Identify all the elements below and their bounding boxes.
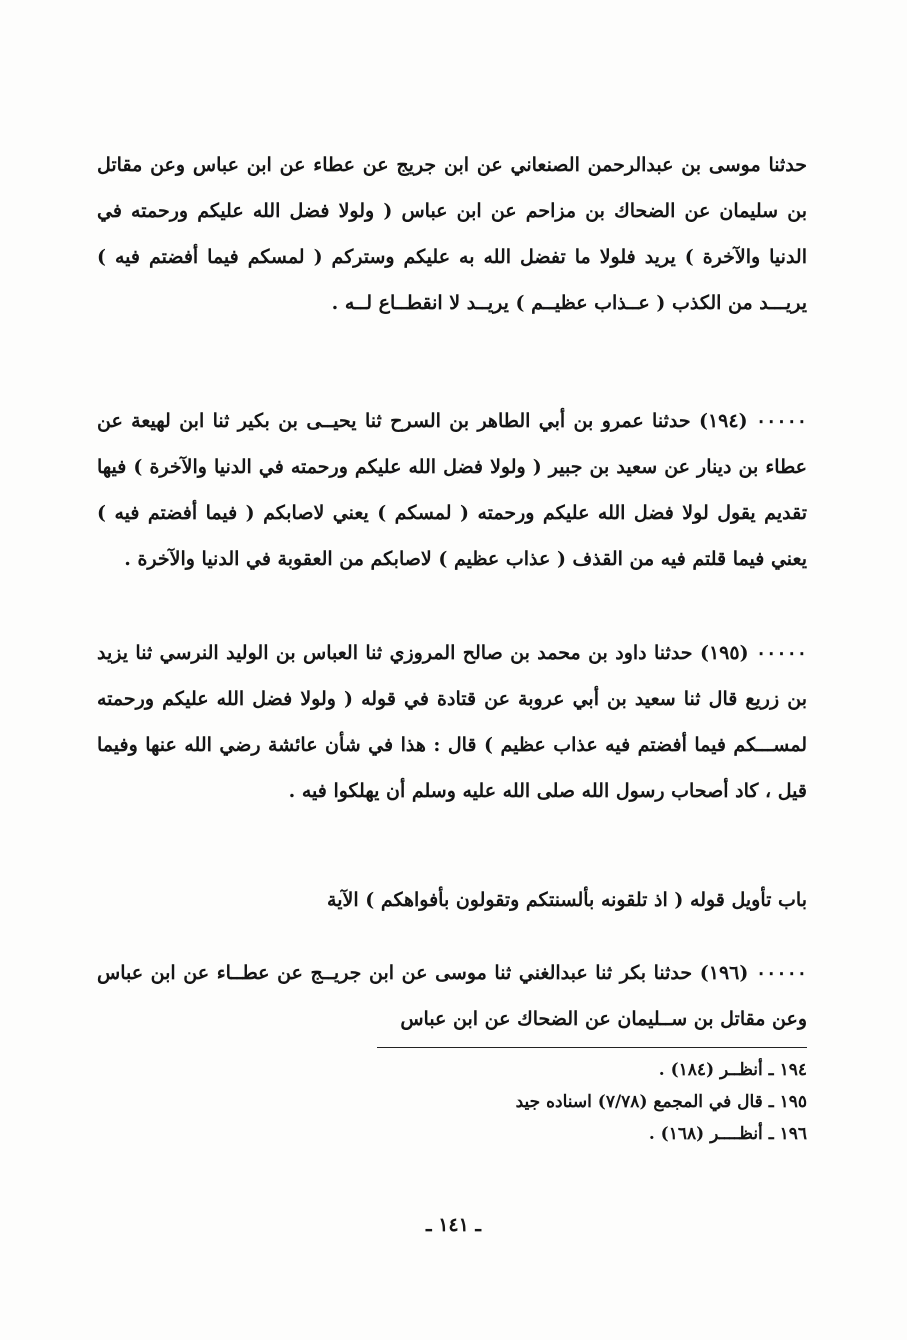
footnote-item-194: ١٩٤ ـ أنظــر (١٨٤) . [658,1060,807,1080]
footnote-item-196: ١٩٦ ـ أنظــــر (١٦٨) . [648,1124,807,1144]
page-number: ـ ١٤١ ـ [426,1214,481,1236]
footnotes-list [307,1054,807,1150]
paragraph-hadith-194: ٠٠٠٠٠ (١٩٤) حدثنا عمرو بن أبي الطاهر بن السرح ثنا يحيــى بن بكير ثنا ابن لهيعة عن عطاء بن دينار عن سعيد بن جبير ( ولولا فضل الله عليكم ورحمته في الدنيا والآخرة ) فيها تقديم يقول لولا فضل الله عليكم ورحمته ( لمسكم ) يعني لاصابكم ( فيما أفضتم فيه ) يعني فيما قلتم فيه من القذف ( عذاب عظيم ) لاصابكم من العقوبة في الدنيا والآخرة . [97,410,807,570]
paragraph-hadith-intro: حدثنا موسى بن عبدالرحمن الصنعاني عن ابن جريج عن عطاء عن ابن عباس وعن مقاتل بن سليمان عن الضحاك بن مزاحم عن ابن عباس ( ولولا فضل الله عليكم ورحمته في الدنيا والآخرة ) يريد فلولا ما تفضل الله به عليكم وستركم ( لمسكم فيما أفضتم فيه ) يريـــد من الكذب ( عــذاب عظيــم ) يريــد لا انقطــاع لــه . [97,154,807,314]
paragraph-hadith-196: ٠٠٠٠٠ (١٩٦) حدثنا بكر ثنا عبدالغني ثنا موسى عن ابن جريــج عن عطــاء عن ابن عباس وعن مقاتل بن ســليمان عن الضحاك عن ابن عباس [97,962,807,1030]
chapter-heading: باب تأويل قوله ( اذ تلقونه بألسنتكم وتقولون بأفواهكم ) الآية [327,889,807,911]
footnote-divider [377,1047,807,1048]
footnote-item-195: ١٩٥ ـ قال في المجمع (٧/٧٨) اسناده جيد [515,1092,807,1112]
paragraph-hadith-195: ٠٠٠٠٠ (١٩٥) حدثنا داود بن محمد بن صالح المروزي ثنا العباس بن الوليد النرسي ثنا يزيد بن زريع قال ثنا سعيد بن أبي عروبة عن قتادة في قوله ( ولولا فضل الله عليكم ورحمته لمســـكم فيما أفضتم فيه عذاب عظيم ) قال : هذا في شأن عائشة رضي الله عنها وفيما قيل ، كاد أصحاب رسول الله صلى الله عليه وسلم أن يهلكوا فيه . [97,642,807,802]
